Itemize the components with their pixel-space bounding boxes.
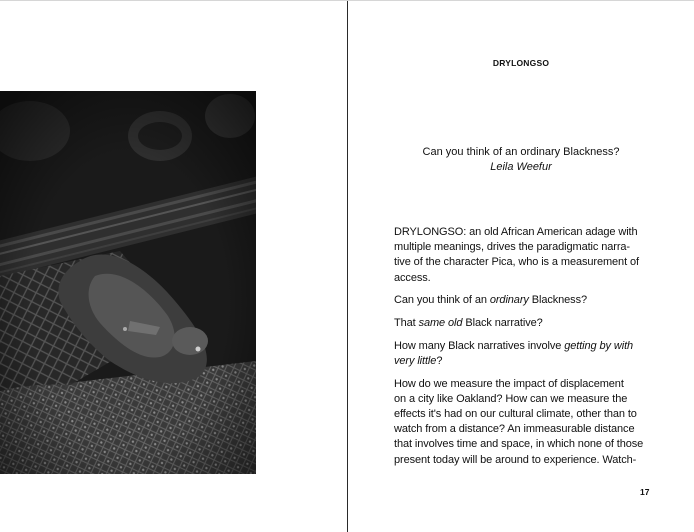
black-and-white-photograph bbox=[0, 91, 256, 474]
photograph-image bbox=[0, 91, 256, 474]
page-number: 17 bbox=[640, 487, 650, 497]
text-line bbox=[394, 339, 652, 354]
paragraph-getting-by bbox=[394, 339, 652, 369]
text-run: How many Black narratives involve bbox=[394, 339, 565, 352]
paragraph-same-old bbox=[394, 316, 652, 331]
epigraph-author: Leila Weefur bbox=[490, 161, 552, 173]
emphasis-text: very little bbox=[394, 354, 437, 367]
text-line: access. bbox=[394, 271, 431, 284]
epigraph-question: Can you think of an ordinary Blackness? bbox=[422, 146, 620, 158]
left-page bbox=[0, 1, 347, 532]
emphasis-text: same old bbox=[418, 317, 463, 330]
emphasis-text: ordinary bbox=[489, 294, 529, 307]
text-run: ? bbox=[436, 354, 443, 367]
emphasis-text: getting by with bbox=[564, 339, 634, 352]
text-line: on a city like Oakland? How can we measure the bbox=[394, 392, 628, 405]
paragraph-displacement bbox=[394, 377, 652, 468]
text-line: multiple meanings, drives the paradigmatic narra- bbox=[394, 241, 630, 254]
text-line: watch from a distance? An immeasurable distance bbox=[394, 423, 635, 436]
text-run: That bbox=[394, 317, 419, 330]
text-line: effects it's had on our cultural climate, other than to bbox=[394, 408, 637, 421]
text-line bbox=[394, 354, 652, 369]
paragraph-ordinary bbox=[394, 293, 652, 308]
text-line: that involves time and space, in which none of those bbox=[394, 438, 644, 451]
book-spread bbox=[0, 1, 694, 532]
right-page bbox=[348, 1, 694, 532]
text-line: present today will be around to experience. Watch- bbox=[394, 453, 637, 466]
text-line: DRYLONGSO: an old African American adage with bbox=[394, 226, 638, 238]
paragraph-definition bbox=[394, 225, 652, 286]
text-run: Black narrative? bbox=[462, 317, 543, 330]
running-head: DRYLONGSO bbox=[492, 58, 550, 68]
text-run: Can you think of an bbox=[394, 294, 490, 307]
text-line: tive of the character Pica, who is a measurement of bbox=[394, 256, 639, 269]
text-line: How do we measure the impact of displacement bbox=[394, 377, 624, 390]
body-text bbox=[394, 225, 652, 475]
epigraph bbox=[348, 145, 694, 175]
text-run: Blackness? bbox=[528, 294, 588, 307]
